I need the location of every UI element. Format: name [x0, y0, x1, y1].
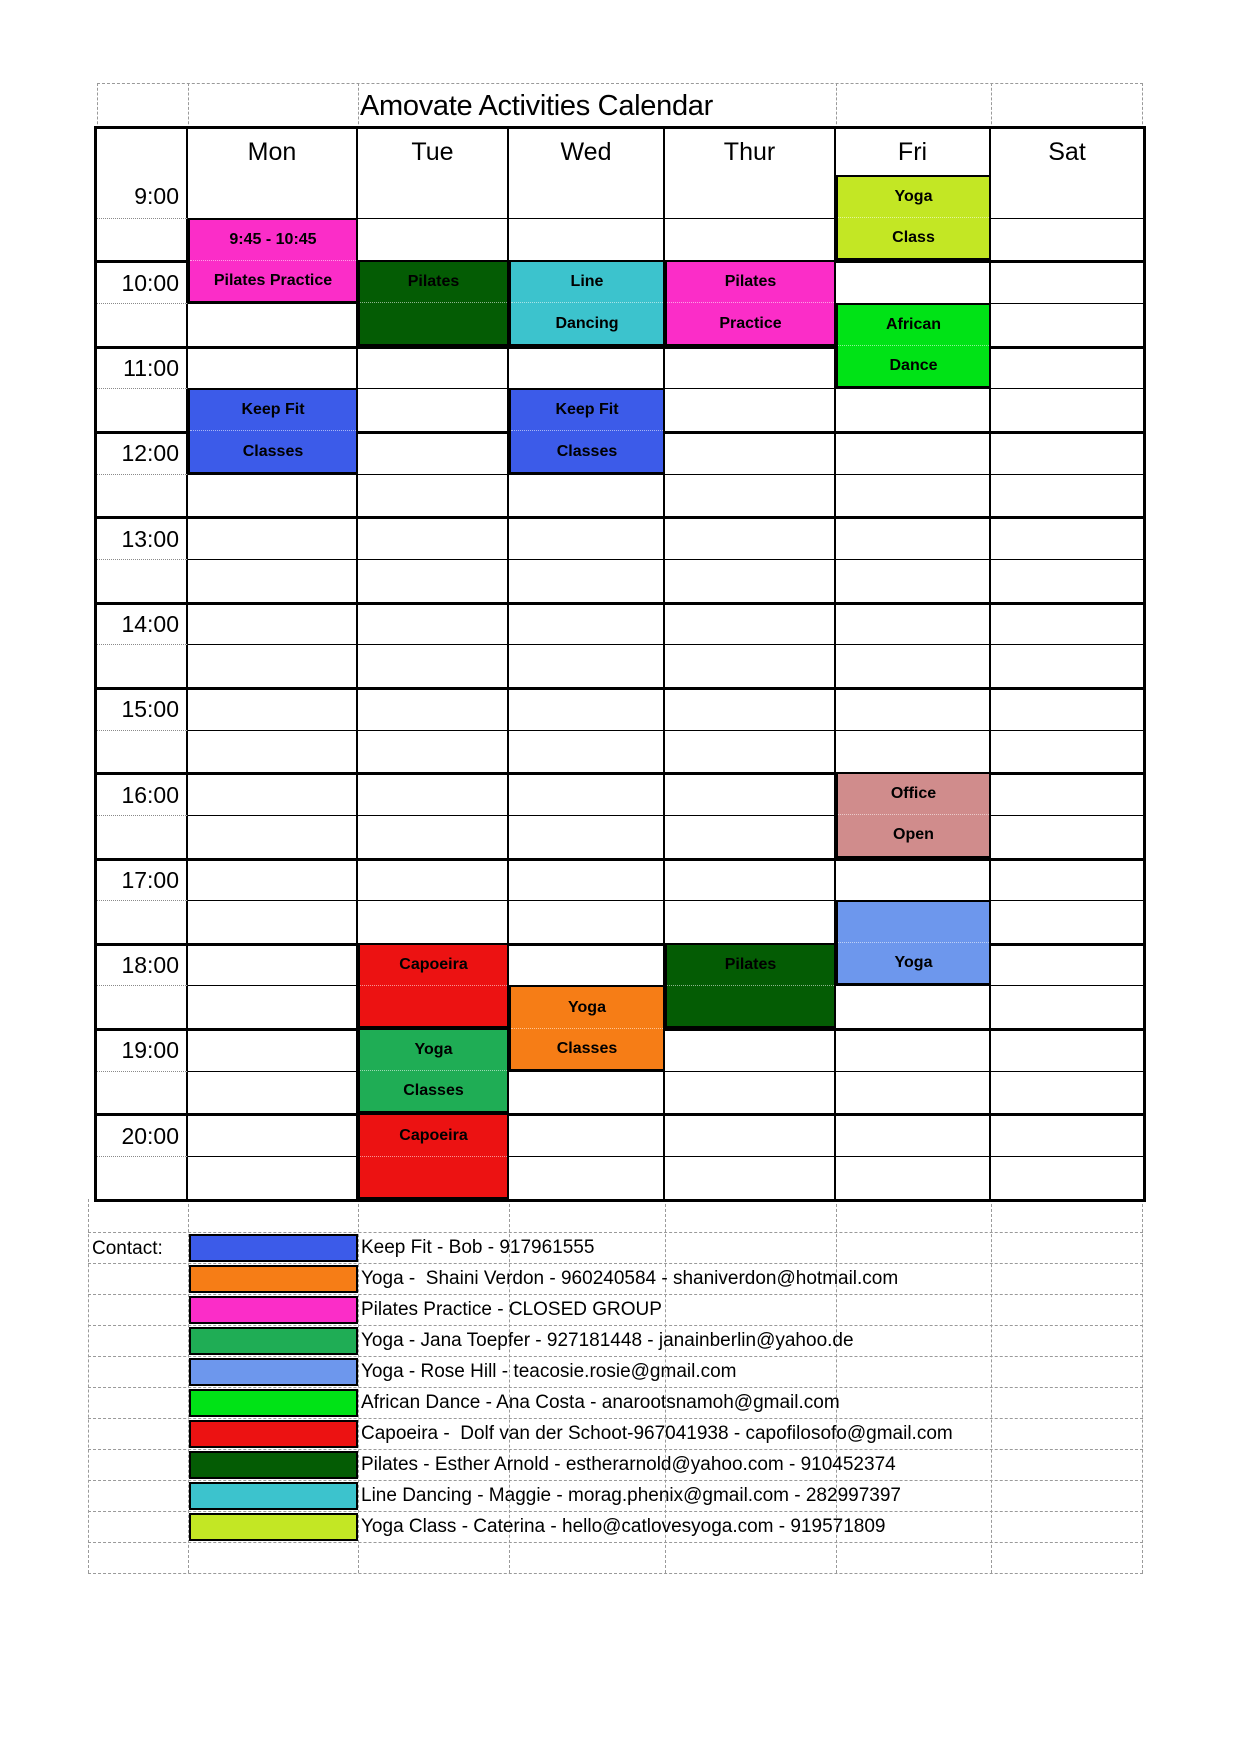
calendar-cell — [358, 602, 509, 645]
event-block-yoga — [836, 900, 991, 985]
event-line-2 — [360, 986, 507, 1026]
event-line-1: 9:45 - 10:45 — [190, 220, 356, 261]
legend-text: Pilates - Esther Arnold - estherarnold@yahoo.com - 910452374 — [361, 1453, 896, 1475]
gridline — [1142, 83, 1143, 129]
time-cell-half — [97, 1071, 188, 1114]
calendar-cell — [358, 388, 509, 431]
event-line-1: Pilates — [360, 262, 507, 303]
calendar-cell — [509, 730, 665, 773]
time-cell-label: 15:00 — [97, 687, 188, 730]
day-header-fri: Fri — [836, 129, 991, 175]
time-cell-half — [97, 474, 188, 517]
calendar-cell — [188, 730, 358, 773]
calendar-cell — [836, 644, 991, 687]
legend-swatch — [189, 1389, 358, 1417]
calendar-cell — [665, 1071, 836, 1114]
calendar-cell — [509, 815, 665, 858]
calendar-cell — [188, 1156, 358, 1199]
legend-text: Yoga - Rose Hill - teacosie.rosie@gmail.com — [361, 1360, 737, 1382]
calendar-cell — [358, 644, 509, 687]
calendar-cell — [188, 1071, 358, 1114]
time-cell-label: 11:00 — [97, 346, 188, 389]
event-block-yoga — [509, 985, 665, 1070]
calendar-cell — [358, 730, 509, 773]
event-line-1: Capoeira — [360, 1115, 507, 1156]
event-block-capoeira — [358, 1113, 509, 1198]
calendar-cell — [665, 1113, 836, 1156]
event-block-yoga — [836, 175, 991, 260]
calendar-cell — [665, 1028, 836, 1071]
calendar-cell — [991, 943, 1143, 986]
calendar-cell — [836, 985, 991, 1028]
calendar-cell — [188, 346, 358, 389]
calendar-cell — [358, 772, 509, 815]
calendar-cell — [665, 175, 836, 218]
calendar-cell — [665, 1156, 836, 1199]
time-cell-label: 17:00 — [97, 858, 188, 901]
legend-text: Keep Fit - Bob - 917961555 — [361, 1236, 595, 1258]
calendar-cell — [358, 559, 509, 602]
calendar-cell — [665, 730, 836, 773]
calendar-cell — [188, 1028, 358, 1071]
calendar-cell — [358, 346, 509, 389]
calendar-cell — [991, 175, 1143, 218]
event-line-2 — [667, 986, 834, 1026]
event-line-1 — [838, 902, 989, 943]
event-line-2: Dance — [889, 357, 938, 375]
gridline — [991, 1199, 992, 1573]
event-line-2: Class — [892, 229, 935, 247]
legend-text: African Dance - Ana Costa - anarootsnamoh@gmail.com — [361, 1391, 840, 1413]
event-line-1: Line — [511, 262, 663, 303]
calendar-cell — [991, 346, 1143, 389]
time-cell-label: 13:00 — [97, 516, 188, 559]
calendar-cell — [836, 1156, 991, 1199]
calendar-cell — [991, 772, 1143, 815]
calendar-cell — [358, 218, 509, 261]
calendar-cell — [358, 516, 509, 559]
event-block-9-45-10-45 — [188, 218, 358, 303]
time-cell-label: 19:00 — [97, 1028, 188, 1071]
calendar-cell — [188, 516, 358, 559]
time-cell-label: 14:00 — [97, 602, 188, 645]
event-block-pilates — [665, 260, 836, 345]
gridline — [88, 1232, 1143, 1233]
gridline — [97, 83, 1143, 84]
event-block-pilates — [665, 943, 836, 1028]
legend-text: Line Dancing - Maggie - morag.phenix@gmail.com - 282997397 — [361, 1484, 901, 1506]
event-line-2: Classes — [403, 1082, 464, 1100]
calendar-grid — [94, 126, 1146, 1202]
calendar-cell — [991, 431, 1143, 474]
legend-swatch — [189, 1482, 358, 1510]
calendar-cell — [358, 431, 509, 474]
calendar-cell — [836, 730, 991, 773]
event-block-office — [836, 772, 991, 857]
calendar-cell — [509, 1071, 665, 1114]
day-header-mon: Mon — [188, 129, 358, 175]
calendar-cell — [509, 900, 665, 943]
calendar-cell — [188, 943, 358, 986]
calendar-cell — [991, 1028, 1143, 1071]
legend-text: Yoga - Jana Toepfer - 927181448 - janainberlin@yahoo.de — [361, 1329, 854, 1351]
calendar-cell — [188, 602, 358, 645]
calendar-cell — [665, 388, 836, 431]
calendar-cell — [836, 687, 991, 730]
event-line-1: Capoeira — [360, 945, 507, 986]
calendar-cell — [509, 175, 665, 218]
calendar-cell — [188, 687, 358, 730]
calendar-cell — [509, 602, 665, 645]
legend-swatch — [189, 1234, 358, 1262]
legend-swatch — [189, 1296, 358, 1324]
gridline — [88, 1199, 89, 1573]
calendar-cell — [836, 1028, 991, 1071]
time-cell-half — [97, 900, 188, 943]
event-line-1: Keep Fit — [190, 390, 356, 431]
gridline — [358, 83, 359, 129]
calendar-cell — [509, 858, 665, 901]
event-line-1: Yoga — [360, 1030, 507, 1071]
event-line-1: Keep Fit — [511, 390, 663, 431]
time-cell-half — [97, 303, 188, 346]
gridline — [358, 1199, 359, 1573]
calendar-cell — [991, 687, 1143, 730]
event-line-2: Practice — [719, 314, 782, 332]
calendar-cell — [836, 559, 991, 602]
gridline — [97, 83, 98, 129]
calendar-cell — [836, 1113, 991, 1156]
calendar-cell — [188, 644, 358, 687]
calendar-cell — [836, 431, 991, 474]
calendar-cell — [991, 1113, 1143, 1156]
event-line-2 — [360, 1157, 507, 1197]
calendar-cell — [665, 559, 836, 602]
calendar-cell — [665, 218, 836, 261]
calendar-cell — [665, 602, 836, 645]
time-cell-label: 16:00 — [97, 772, 188, 815]
calendar-cell — [358, 687, 509, 730]
time-cell-label: 18:00 — [97, 943, 188, 986]
calendar-cell — [188, 175, 358, 218]
calendar-cell — [509, 559, 665, 602]
calendar-cell — [836, 602, 991, 645]
calendar-cell — [509, 943, 665, 986]
calendar-cell — [509, 772, 665, 815]
gridline — [991, 83, 992, 129]
day-header-tue: Tue — [358, 129, 509, 175]
calendar-cell — [991, 260, 1143, 303]
event-line-2: Dancing — [555, 314, 619, 332]
contact-label: Contact: — [92, 1237, 163, 1259]
event-line-2: Classes — [556, 442, 618, 460]
calendar-cell — [509, 1156, 665, 1199]
calendar-cell — [188, 858, 358, 901]
legend-swatch — [189, 1451, 358, 1479]
day-header-thur: Thur — [665, 129, 836, 175]
calendar-cell — [509, 346, 665, 389]
time-cell-half — [97, 985, 188, 1028]
event-line-1: Pilates — [667, 945, 834, 986]
calendar-cell — [991, 1071, 1143, 1114]
legend-text: Capoeira - Dolf van der Schoot-967041938 - capofilosofo@gmail.com — [361, 1422, 953, 1444]
time-cell-label: 20:00 — [97, 1113, 188, 1156]
calendar-cell — [991, 815, 1143, 858]
event-line-2: Yoga — [894, 954, 933, 972]
event-block-keep-fit — [188, 388, 358, 473]
event-block-capoeira — [358, 943, 509, 1028]
event-block-yoga — [358, 1028, 509, 1113]
calendar-cell — [509, 1113, 665, 1156]
gridline — [88, 1573, 1143, 1574]
legend-text: Pilates Practice - CLOSED GROUP — [361, 1298, 662, 1320]
event-block-keep-fit — [509, 388, 665, 473]
calendar-cell — [188, 474, 358, 517]
page-title: Amovate Activities Calendar — [360, 89, 713, 122]
event-block-african — [836, 303, 991, 388]
calendar-cell — [188, 772, 358, 815]
calendar-cell — [509, 474, 665, 517]
calendar-cell — [358, 858, 509, 901]
calendar-cell — [358, 175, 509, 218]
time-cell-half — [97, 559, 188, 602]
legend-text: Yoga - Shaini Verdon - 960240584 - shaniverdon@hotmail.com — [361, 1267, 899, 1289]
event-line-1: Office — [838, 774, 989, 815]
calendar-cell — [188, 900, 358, 943]
day-header-wed: Wed — [509, 129, 665, 175]
event-line-2: Classes — [556, 1039, 618, 1057]
calendar-cell — [991, 474, 1143, 517]
event-line-1: Pilates — [667, 262, 834, 303]
calendar-cell — [991, 858, 1143, 901]
calendar-cell — [836, 388, 991, 431]
event-block-line — [509, 260, 665, 345]
legend-swatch — [189, 1358, 358, 1386]
event-line-2: Classes — [242, 442, 304, 460]
legend-swatch — [189, 1327, 358, 1355]
gridline — [1142, 1199, 1143, 1573]
calendar-cell — [991, 644, 1143, 687]
calendar-cell — [991, 985, 1143, 1028]
calendar-corner-cell — [97, 129, 188, 175]
event-line-1: Yoga — [838, 177, 989, 218]
time-cell-half — [97, 644, 188, 687]
calendar-cell — [509, 644, 665, 687]
calendar-cell — [509, 218, 665, 261]
legend-swatch — [189, 1513, 358, 1541]
event-line-2: Pilates Practice — [213, 271, 333, 289]
calendar-cell — [665, 858, 836, 901]
event-line-2: Open — [893, 826, 934, 844]
calendar-cell — [188, 815, 358, 858]
calendar-cell — [358, 900, 509, 943]
calendar-cell — [509, 516, 665, 559]
legend-swatch — [189, 1420, 358, 1448]
time-cell-half — [97, 730, 188, 773]
calendar-cell — [665, 644, 836, 687]
time-cell-half — [97, 815, 188, 858]
calendar-cell — [665, 516, 836, 559]
event-line-1: African — [838, 305, 989, 346]
time-cell-half — [97, 218, 188, 261]
calendar-cell — [836, 1071, 991, 1114]
calendar-cell — [991, 559, 1143, 602]
calendar-cell — [188, 1113, 358, 1156]
time-cell-label: 10:00 — [97, 260, 188, 303]
time-cell-label: 9:00 — [97, 175, 188, 218]
calendar-cell — [991, 388, 1143, 431]
gridline — [188, 83, 189, 129]
calendar-cell — [991, 516, 1143, 559]
event-block-pilates — [358, 260, 509, 345]
calendar-cell — [665, 687, 836, 730]
calendar-cell — [358, 474, 509, 517]
calendar-cell — [188, 985, 358, 1028]
calendar-cell — [991, 303, 1143, 346]
calendar-cell — [665, 474, 836, 517]
calendar-cell — [836, 260, 991, 303]
calendar-cell — [991, 730, 1143, 773]
calendar-cell — [665, 900, 836, 943]
calendar-cell — [665, 772, 836, 815]
calendar-cell — [991, 602, 1143, 645]
calendar-cell — [358, 815, 509, 858]
calendar-cell — [509, 687, 665, 730]
legend-text: Yoga Class - Caterina - hello@catlovesyoga.com - 919571809 — [361, 1515, 886, 1537]
calendar-cell — [188, 303, 358, 346]
gridline — [88, 1542, 1143, 1543]
event-line-1: Yoga — [511, 987, 663, 1028]
calendar-cell — [188, 559, 358, 602]
calendar-cell — [665, 346, 836, 389]
event-line-2 — [360, 303, 507, 343]
legend-swatch — [189, 1265, 358, 1293]
calendar-cell — [991, 900, 1143, 943]
calendar-cell — [836, 474, 991, 517]
time-cell-label: 12:00 — [97, 431, 188, 474]
time-cell-half — [97, 388, 188, 431]
calendar-cell — [836, 516, 991, 559]
gridline — [836, 83, 837, 129]
calendar-cell — [665, 431, 836, 474]
calendar-cell — [991, 1156, 1143, 1199]
day-header-sat: Sat — [1048, 137, 1086, 166]
calendar-cell — [665, 815, 836, 858]
calendar-cell — [836, 858, 991, 901]
calendar-cell — [991, 218, 1143, 261]
time-cell-half — [97, 1156, 188, 1199]
